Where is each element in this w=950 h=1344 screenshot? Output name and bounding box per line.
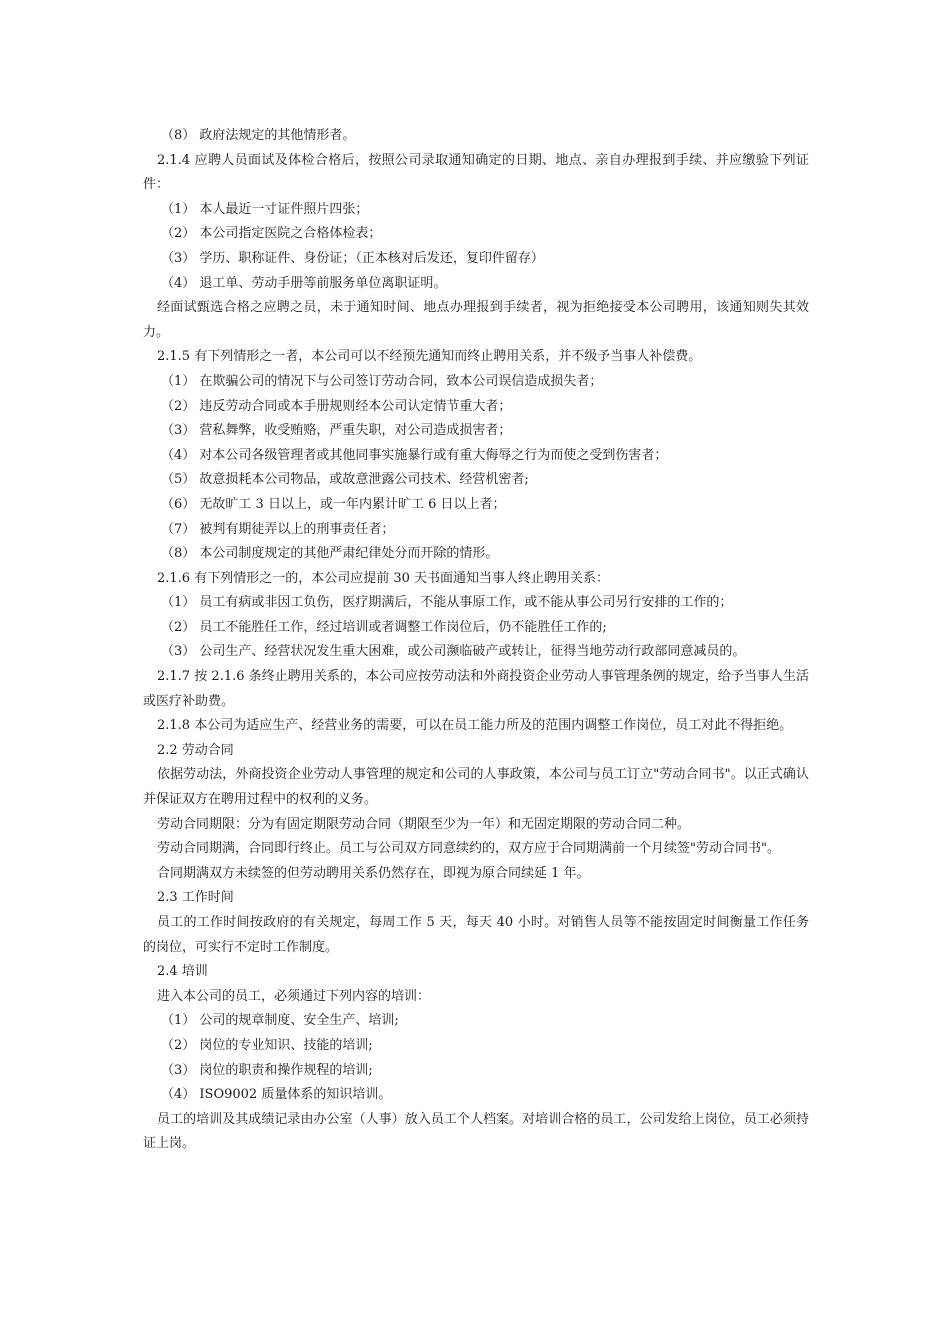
- list-item: （4） 退工单、劳动手册等前服务单位离职证明。: [161, 275, 447, 291]
- list-item: （3） 营私舞弊，收受贿赂，严重失职，对公司造成损害者；: [161, 423, 512, 439]
- paragraph: 2.1.6 有下列情形之一的，本公司应提前 30 天书面通知当事人终止聘用关系：: [157, 570, 610, 586]
- list-item: （1） 员工有病或非因工负伤，医疗期满后，不能从事原工作，或不能从事公司另行安排的工作的；: [161, 595, 733, 611]
- list-item: （8） 政府法规定的其他情形者。: [161, 128, 356, 143]
- list-item: （4） ISO9002 质量体系的知识培训。: [161, 1087, 392, 1103]
- list-item: （2） 违反劳动合同或本手册规则经本公司认定情节重大者；: [161, 398, 512, 414]
- list-item: （2） 员工不能胜任工作，经过培训或者调整工作岗位后，仍不能胜任工作的;: [161, 619, 607, 635]
- list-item: （1） 在欺骗公司的情况下与公司签订劳动合同，致本公司误信造成损失者；: [161, 373, 603, 389]
- paragraph: 经面试甄选合格之应聘之员，未于通知时间、地点办理报到手续者，视为拒绝接受本公司聘用，该通知则失其效力。: [143, 300, 809, 340]
- paragraph: 员工的培训及其成绩记录由办公室（人事）放入员工个人档案。对培训合格的员工，公司发给上岗位，员工必须持证上岗。: [143, 1111, 809, 1152]
- list-item: （1） 公司的规章制度、安全生产、培训;: [161, 1013, 399, 1029]
- document-body: [143, 124, 809, 1157]
- section-heading: 2.2 劳动合同: [157, 742, 234, 758]
- list-item: （3） 学历、职称证件、身份证；（正本核对后发还，复印件留存）: [161, 250, 544, 266]
- list-item: （3） 公司生产、经营状况发生重大困难，或公司濒临破产或转让，征得当地劳动行政部同意减员的。: [161, 644, 746, 660]
- paragraph: 2.1.4 应聘人员面试及体检合格后，按照公司录取通知确定的日期、地点、亲自办理报到手续、并应缴验下列证件：: [143, 152, 809, 193]
- paragraph: 依据劳动法，外商投资企业劳动人事管理的规定和公司的人事政策，本公司与员工订立"劳动合同书"。以正式确认并保证双方在聘用过程中的权利的义务。: [143, 767, 809, 808]
- paragraph: 合同期满双方未续签的但劳动聘用关系仍然存在，即视为原合同续延 1 年。: [157, 865, 590, 881]
- list-item: （7） 被判有期徒弄以上的刑事责任者；: [161, 521, 395, 537]
- paragraph: 劳动合同期限：分为有固定期限劳动合同（期限至少为一年）和无固定期限的劳动合同二种。: [157, 816, 691, 832]
- paragraph: 2.1.8 本公司为适应生产、经营业务的需要，可以在员工能力所及的范围内调整工作岗位，员工对此不得拒绝。: [157, 718, 793, 734]
- list-item: （2） 岗位的专业知识、技能的培训;: [161, 1037, 373, 1053]
- paragraph: 进入本公司的员工，必须通过下列内容的培训：: [157, 988, 431, 1004]
- paragraph: 员工的工作时间按政府的有关规定，每周工作 5 天，每天 40 小时。对销售人员等不能按固定时间衡量工作任务的岗位，可实行不定时工作制度。: [143, 915, 809, 955]
- list-item: （3） 岗位的职责和操作规程的培训;: [161, 1062, 373, 1078]
- list-item: （4） 对本公司各级管理者或其他同事实施暴行或有重大侮辱之行为而使之受到伤害者；: [161, 447, 668, 463]
- paragraph: 2.1.7 按 2.1.6 条终止聘用关系的，本公司应按劳动法和外商投资企业劳动人事管理条例的规定，给予当事人生活或医疗补助费。: [143, 669, 809, 709]
- section-heading: 2.3 工作时间: [157, 890, 234, 906]
- list-item: （2） 本公司指定医院之合格体检表；: [161, 226, 382, 242]
- list-item: （6） 无故旷工 3 日以上，或一年内累计旷工 6 日以上者；: [161, 496, 506, 512]
- list-item: （1） 本人最近一寸证件照片四张；: [161, 201, 369, 217]
- paragraph: 劳动合同期满，合同即行终止。员工与公司双方同意续约的，双方应于合同期满前一个月续签"劳动合同书"。: [157, 841, 780, 857]
- list-item: （5） 故意损耗本公司物品，或故意泄露公司技术、经营机密者;: [161, 472, 529, 488]
- section-heading: 2.4 培训: [157, 964, 208, 980]
- list-item: （8） 本公司制度规定的其他严肃纪律处分而开除的情形。: [161, 546, 499, 562]
- paragraph: 2.1.5 有下列情形之一者，本公司可以不经预先通知而终止聘用关系，并不级予当事人补偿费。: [157, 349, 702, 365]
